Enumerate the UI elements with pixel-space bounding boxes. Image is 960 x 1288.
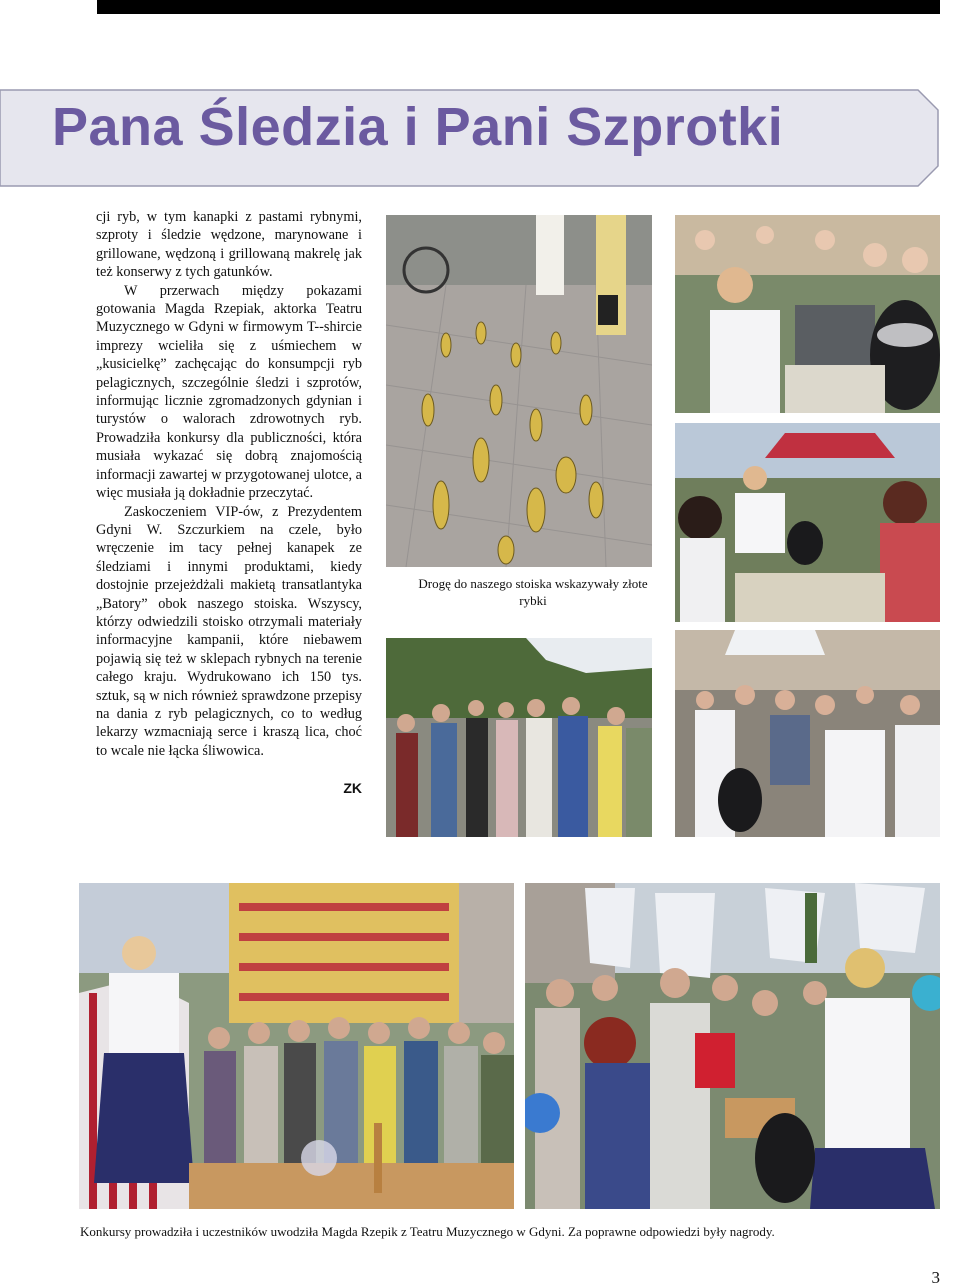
page-number: 3 xyxy=(931,1268,940,1287)
photo-contest-host xyxy=(79,883,514,1209)
caption-fish-path: Drogę do naszego stoiska wskazywały złote rybki xyxy=(418,576,648,608)
page-title: Pana Śledzia i Pani Szprotki xyxy=(52,97,784,157)
photo-stand-serving xyxy=(675,215,940,413)
article-paragraph: cji ryb, w tym kanapki z pastami rybnymi, szproty i śledzie wędzone, marynowane i grillowane, wędzoną i grillowaną makrelę jak też konserwy z tych gatunków. xyxy=(96,209,362,281)
photo-fish-pavement xyxy=(386,215,652,567)
article-paragraph: Zaskoczeniem VIP-ów, z Prezydentem Gdyni W. Szczurkiem na czele, było wręczenie im tacy pełnej kanapek ze śledziami i innymi produktami, kiedy dostojnie przejeżdżali makietą transatlantyka „Batory” obok naszego stoiska. Wszyscy, którzy odwiedzili stoisko otrzymali materiały informacyjne kampanii, które niebawem pojawią się też w sklepach rybnych na terenie całego kraju. Wydrukowano ich 150 tys. sztuk, są w nich również sprawdzone przepisy na dania z ryb pelagicznych, co to według lekarzy wzmacniają serce i kraszą lica, choć to wcale nie łącka śliwowica. xyxy=(96,503,362,759)
photo-crowd-stand xyxy=(675,630,940,837)
article-body xyxy=(96,208,362,760)
photo-crowd-square xyxy=(386,638,652,837)
photo-prize-giving xyxy=(525,883,940,1209)
photo-stand-cooking xyxy=(675,423,940,622)
top-black-bar xyxy=(97,0,940,14)
caption-contest: Konkursy prowadziła i uczestników uwodziła Magda Rzepik z Teatru Muzycznego w Gdyni. Za poprawne odpowiedzi były nagrody. xyxy=(80,1224,775,1239)
article-paragraph: W przerwach między pokazami gotowania Magda Rzepiak, aktorka Teatru Muzycznego w Gdyni w firmowym T--shircie imprezy wcieliła się z uśmiechem w „kusicielkę” zachęcając do konsumpcji ryb pelagicznych, szczególnie śledzi i szprotów, informując licznie zgromadzonych gdynian i turystów o walorach zdrowotnych ryb. Prowadziła konkursy dla publiczności, która musiała wykazać się dobrą znajomością informacji zawartej w przygotowanej ulotce, a więc musiała ją dokładnie przeczytać. xyxy=(96,282,362,502)
author-signature: ZK xyxy=(343,780,362,796)
